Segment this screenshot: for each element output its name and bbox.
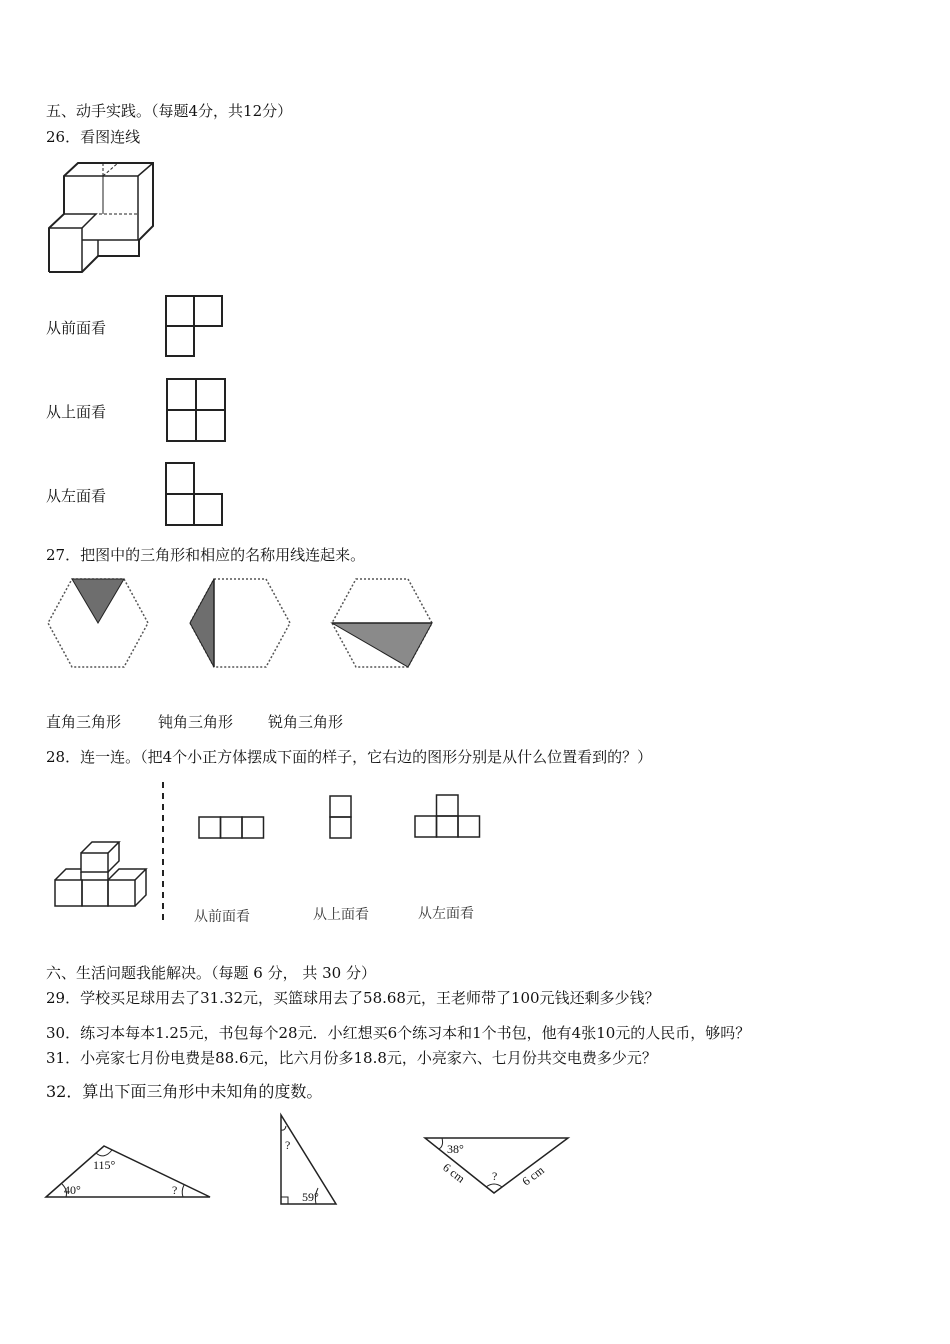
q26-3d-block-figure <box>44 158 159 276</box>
q27-name-right-triangle[interactable]: 直角三角形 <box>46 713 122 731</box>
q28-view-two-stacked[interactable] <box>328 794 354 840</box>
q31-text: 31．小亮家七月份电费是88.6元，比六月份多18.8元，小亮家六、七月份共交电费多少元？ <box>46 1049 657 1067</box>
q32-tri1-unknown: ? <box>172 1183 178 1197</box>
q27-name-obtuse-triangle[interactable]: 钝角三角形 <box>158 713 234 731</box>
q32-tri3-side-right: 6 cm <box>519 1162 547 1189</box>
q32-triangle-2 <box>278 1112 340 1208</box>
q32-tri1-angle-115: 115° <box>93 1158 116 1172</box>
q29-text: 29．学校买足球用去了31.32元，买篮球用去了58.68元，王老师带了100元钱还剩多少钱？ <box>46 989 660 1007</box>
q32-title: 32．算出下面三角形中未知角的度数。 <box>46 1082 323 1101</box>
q28-title: 28．连一连。（把4个小正方体摆成下面的样子，它右边的图形分别是从什么位置看到的？） <box>46 748 653 766</box>
q28-view-t-shape[interactable] <box>413 793 483 839</box>
q26-label-front: 从前面看 <box>46 319 107 337</box>
q32-tri1-angle-40: 40° <box>64 1183 81 1197</box>
q26-view-shape-2[interactable] <box>165 377 227 443</box>
q28-cube-stack-figure <box>52 838 152 910</box>
q27-title: 27．把图中的三角形和相应的名称用线连起来。 <box>46 546 366 564</box>
q32-tri3-angle-38: 38° <box>447 1142 464 1156</box>
q32-tri2-angle-59: 59° <box>302 1190 319 1204</box>
q32-tri3-side-left: 6 cm <box>440 1160 468 1186</box>
q32-triangle-3 <box>422 1136 572 1196</box>
q26-view-shape-1[interactable] <box>164 294 224 358</box>
q27-hexagon-3[interactable] <box>330 577 434 669</box>
q28-caption-front: 从前面看 <box>194 909 250 925</box>
q28-view-three-squares[interactable] <box>197 815 267 840</box>
q27-name-acute-triangle[interactable]: 锐角三角形 <box>268 713 344 731</box>
q26-view-shape-3[interactable] <box>164 461 224 527</box>
q27-hexagon-1[interactable] <box>46 577 150 669</box>
q26-label-top: 从上面看 <box>46 403 107 421</box>
q30-text: 30．练习本每本1.25元，书包每个28元．小红想买6个练习本和1个书包，他有4张10元的人民币，够吗？ <box>46 1024 751 1042</box>
q26-label-left: 从左面看 <box>46 487 107 505</box>
q28-caption-top: 从上面看 <box>313 907 369 923</box>
q32-tri2-unknown: ? <box>285 1138 291 1152</box>
q32-tri3-unknown: ? <box>492 1169 498 1183</box>
section-6-heading: 六、生活问题我能解决。（每题 6 分， 共 30 分） <box>46 964 376 982</box>
q32-triangle-1 <box>44 1142 214 1202</box>
q28-caption-left: 从左面看 <box>418 906 474 922</box>
q26-title: 26．看图连线 <box>46 128 141 146</box>
q27-hexagon-2[interactable] <box>188 577 292 669</box>
section-5-heading: 五、动手实践。（每题4分，共12分） <box>46 102 293 120</box>
q28-divider-line <box>160 780 166 926</box>
